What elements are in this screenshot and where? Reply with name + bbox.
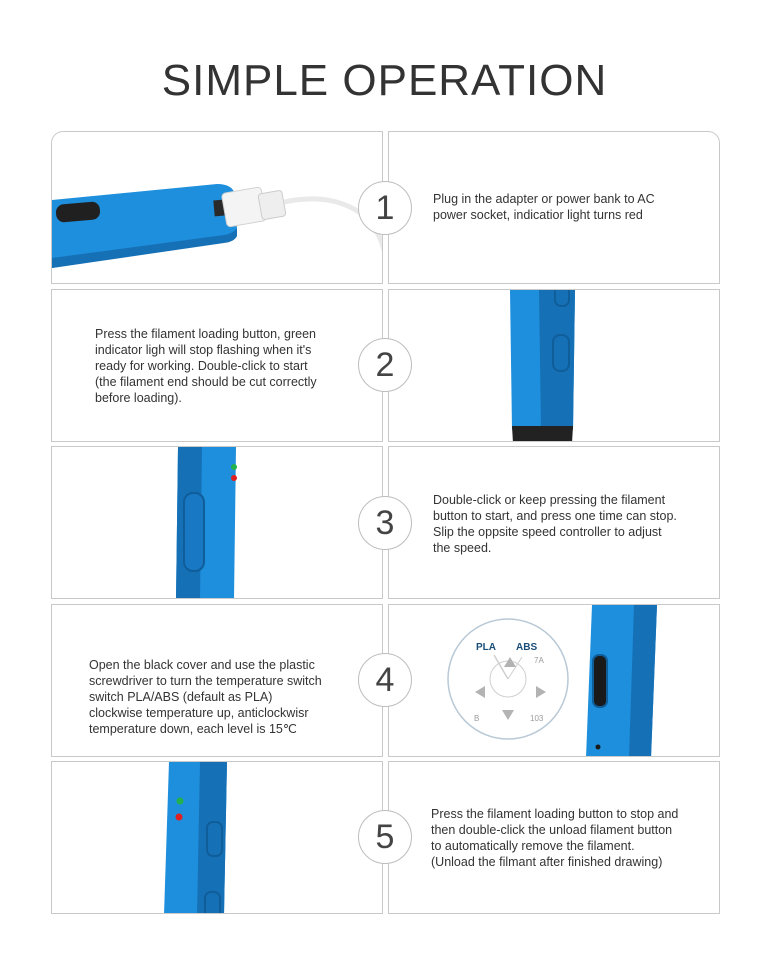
pen-illustration <box>389 290 720 442</box>
step-2-image-panel <box>388 289 720 442</box>
page-title: SIMPLE OPERATION <box>161 56 608 105</box>
usb-cable-icon <box>221 187 383 250</box>
step-2-line: (the filament end should be cut correctly <box>95 375 317 389</box>
step-4-text-panel <box>51 604 383 757</box>
step-5-line: to automatically remove the filament. <box>431 839 635 853</box>
step-3-line: button to start, and press one time can stop. <box>433 509 677 523</box>
step-3-image-panel <box>51 446 383 599</box>
step-3-line: Slip the oppsite speed controller to adjust <box>433 525 662 539</box>
step-1-line: power socket, indicatior light turns red <box>433 208 643 222</box>
step-5-line: then double-click the unload filament button <box>431 823 673 837</box>
step-5-text-panel <box>388 761 720 914</box>
step-2-line: indicator ligh will stop flashing when it's <box>95 343 312 357</box>
pen-illustration <box>52 447 383 599</box>
step-4-number: 4 <box>358 653 412 707</box>
dial-mark-103: 103 <box>530 714 544 723</box>
step-3-line: Double-click or keep pressing the filament <box>433 493 666 507</box>
pen-charging-illustration <box>52 132 383 284</box>
step-2-number: 2 <box>358 338 412 392</box>
step-5-line: Press the filament loading button to stop and <box>431 807 679 821</box>
step-2-text <box>95 326 317 406</box>
step-5-line: (Unload the filmant after finished drawing) <box>431 855 663 869</box>
step-3-number: 3 <box>358 496 412 550</box>
temperature-dial-icon <box>389 605 720 757</box>
step-1-image-panel <box>51 131 383 284</box>
dial-mark-7a: 7A <box>534 656 544 665</box>
step-3-line: the speed. <box>433 541 492 555</box>
step-1-line: Plug in the adapter or power bank to AC <box>433 192 655 206</box>
step-3-text-panel <box>388 446 720 599</box>
step-4-line: clockwise temperature up, anticlockwisr <box>89 706 309 720</box>
pen-illustration <box>586 605 657 757</box>
step-2-text-panel <box>51 289 383 442</box>
dial-label-pla: PLA <box>476 642 496 653</box>
step-1-number: 1 <box>358 181 412 235</box>
step-3-text <box>433 492 677 556</box>
step-4-image-panel <box>388 604 720 757</box>
step-5-text <box>431 806 678 870</box>
step-4-line: temperature down, each level is 15℃ <box>89 722 297 736</box>
dial-label-abs: ABS <box>516 642 538 653</box>
step-2-line: before loading). <box>95 391 182 405</box>
step-1-text-panel <box>388 131 720 284</box>
step-1-text <box>433 191 655 223</box>
step-4-line: screwdriver to turn the temperature switch <box>89 674 322 688</box>
dial-mark-b: B <box>474 714 480 723</box>
step-5-image-panel <box>51 761 383 914</box>
step-4-text <box>89 657 322 737</box>
pen-illustration <box>52 762 383 914</box>
step-2-line: Press the filament loading button, green <box>95 327 316 341</box>
step-2-line: ready for working. Double-click to start <box>95 359 308 373</box>
step-4-line: switch PLA/ABS (default as PLA) <box>89 690 273 704</box>
step-5-number: 5 <box>358 810 412 864</box>
step-4-line: Open the black cover and use the plastic <box>89 658 315 672</box>
